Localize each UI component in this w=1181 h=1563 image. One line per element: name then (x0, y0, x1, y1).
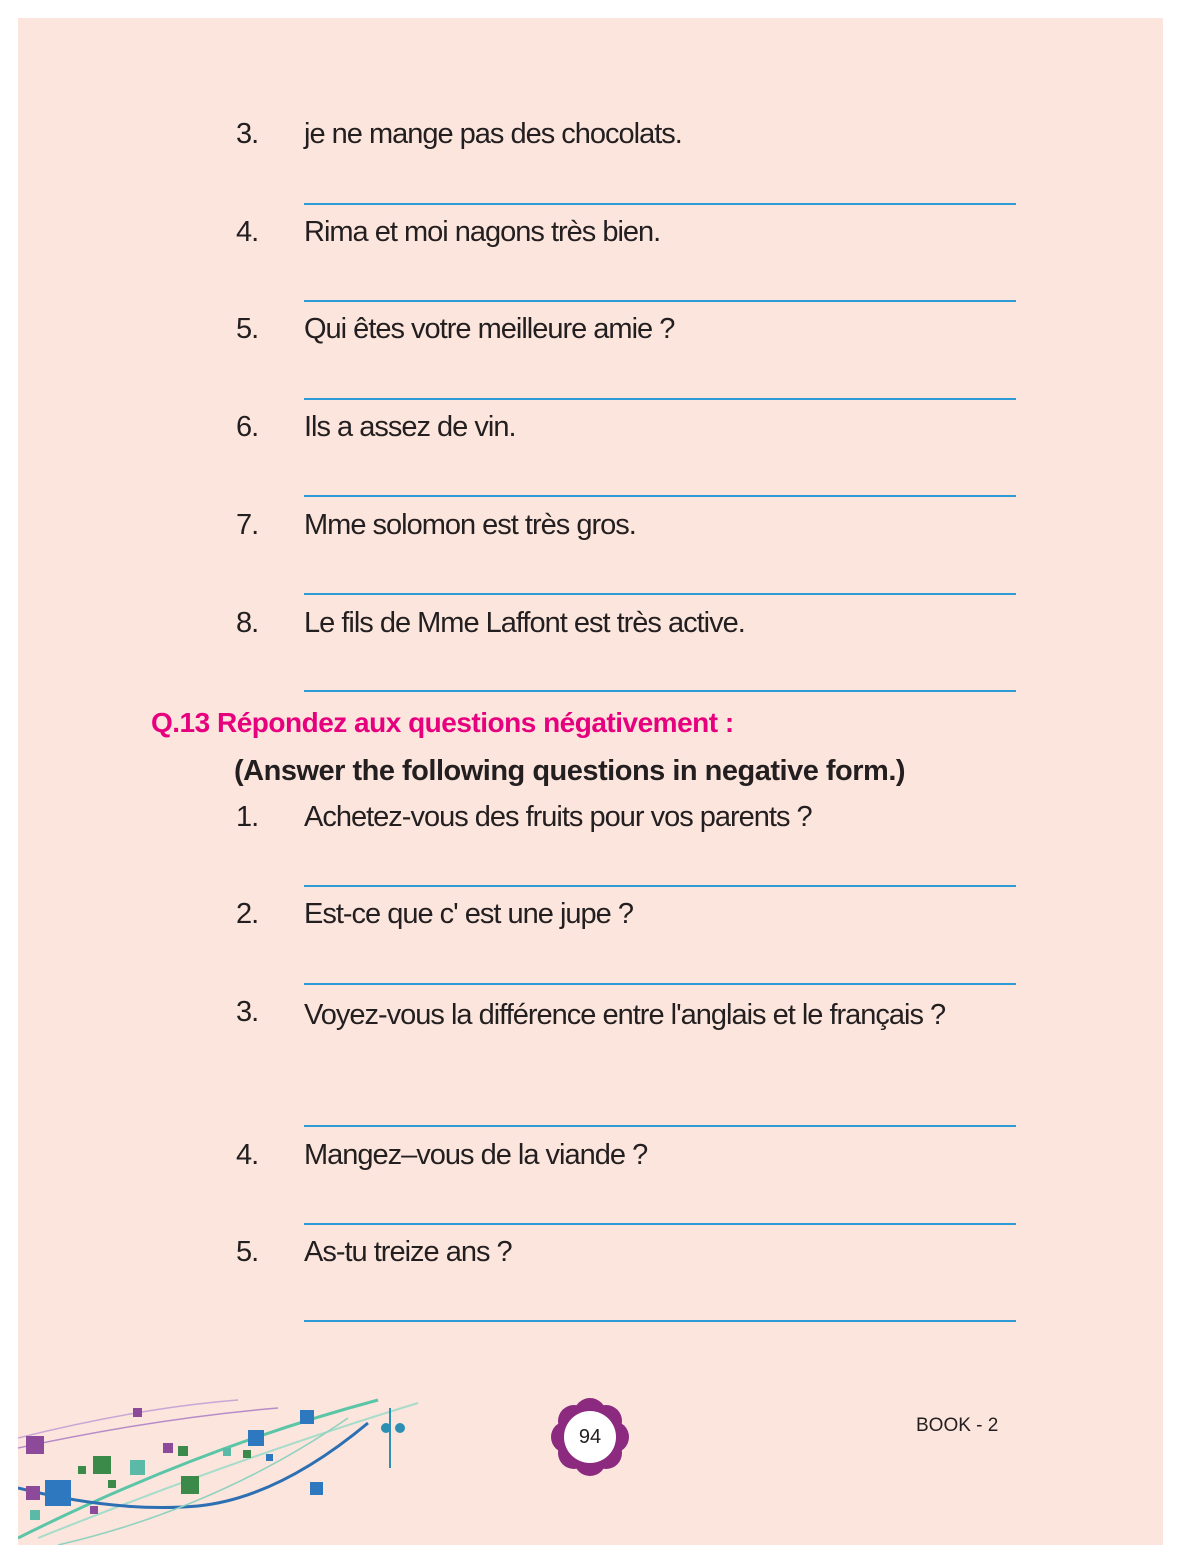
item-text: Voyez-vous la différence entre l'anglais et le français ? (304, 999, 946, 1031)
item-number: 7. (236, 509, 259, 541)
page-number: 94 (578, 1426, 602, 1448)
item-text: je ne mange pas des chocolats. (304, 118, 682, 150)
worksheet-page (18, 18, 1163, 1545)
item-number: 4. (236, 1139, 259, 1171)
answer-line[interactable] (304, 1223, 1016, 1225)
item-number: 2. (236, 898, 259, 930)
item-number: 5. (236, 313, 259, 345)
item-number: 3. (236, 118, 259, 150)
item-text: As-tu treize ans ? (304, 1236, 512, 1268)
item-number: 8. (236, 607, 259, 639)
item-number: 5. (236, 1236, 259, 1268)
answer-line[interactable] (304, 690, 1016, 692)
item-text: Rima et moi nagons très bien. (304, 216, 661, 248)
answer-line[interactable] (304, 203, 1016, 205)
item-number: 6. (236, 411, 259, 443)
item-text: Mme solomon est très gros. (304, 509, 636, 541)
answer-line[interactable] (304, 983, 1016, 985)
answer-line[interactable] (304, 885, 1016, 887)
item-number: 1. (236, 801, 259, 833)
item-text: Le fils de Mme Laffont est très active. (304, 607, 745, 639)
item-text: Achetez-vous des fruits pour vos parents ? (304, 801, 812, 833)
item-number: 4. (236, 216, 259, 248)
answer-line[interactable] (304, 593, 1016, 595)
answer-line[interactable] (304, 495, 1016, 497)
item-number: 3. (236, 996, 259, 1028)
question-instruction: (Answer the following questions in negative form.) (234, 755, 906, 787)
answer-line[interactable] (304, 1320, 1016, 1322)
book-label: BOOK - 2 (916, 1415, 999, 1436)
item-text: Est-ce que c' est une jupe ? (304, 898, 633, 930)
question-title: Q.13 Répondez aux questions négativement : (151, 707, 734, 738)
answer-line[interactable] (304, 1125, 1016, 1127)
item-text: Qui êtes votre meilleure amie ? (304, 313, 675, 345)
item-text: Mangez–vous de la viande ? (304, 1139, 648, 1171)
answer-line[interactable] (304, 398, 1016, 400)
item-text: Ils a assez de vin. (304, 411, 516, 443)
decorative-wave-art (18, 1388, 438, 1545)
answer-line[interactable] (304, 300, 1016, 302)
